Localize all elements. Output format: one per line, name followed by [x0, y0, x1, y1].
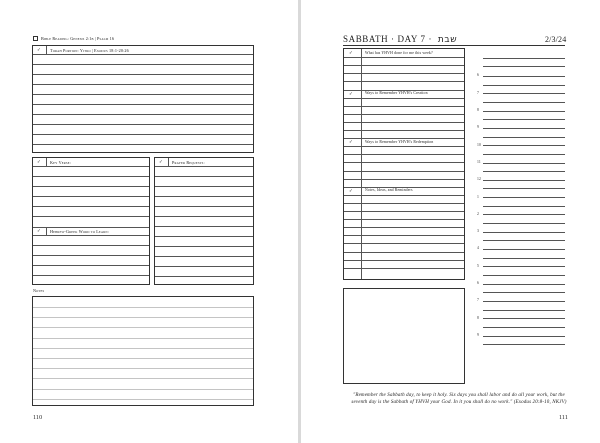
- prayer-writing-line: [155, 206, 253, 207]
- schedule-line: [483, 66, 565, 67]
- checklist-row-line: [344, 179, 464, 180]
- schedule-line: [483, 128, 565, 129]
- right-page: [301, 0, 600, 443]
- torah-writing-line: [33, 114, 253, 115]
- hebrew-greek-writing-line: [33, 245, 149, 246]
- checklist-header-label: What has YHVH done for me this week?: [365, 50, 433, 55]
- checklist-row-line: [344, 171, 464, 172]
- checklist-row-line: [344, 260, 464, 261]
- checklist-header-label: Ways to Remember YHVH's Redemption: [365, 139, 434, 144]
- prayer-writing-line: [155, 176, 253, 177]
- checklist-row-line: [344, 57, 464, 58]
- schedule-hour-label: 9: [477, 332, 480, 337]
- checklist-row-line: [344, 98, 464, 99]
- prayer-writing-line: [155, 186, 253, 187]
- exodus-quote: "Remember the Sabbath day, to keep it holy. Six days you shall labor and do all your work, but the seventh day is the Sabbath of YHVH your God. In it you shall do no work." (Exodus 20:8-10, NKJV): [351, 393, 567, 405]
- hebrew-greek-header-divider: [46, 227, 47, 235]
- schedule-line: [483, 137, 565, 138]
- key-verse-writing-line: [33, 196, 149, 197]
- key-verse-writing-line: [33, 216, 149, 217]
- checklist-header-check-icon: ✓: [349, 139, 353, 145]
- schedule-hour-label: 2: [477, 211, 480, 216]
- torah-writing-line: [33, 94, 253, 95]
- prayer-writing-line: [155, 246, 253, 247]
- torah-header-rule: [33, 54, 253, 55]
- schedule-line: [483, 206, 565, 207]
- notes-writing-line: [33, 307, 253, 308]
- schedule-line: [483, 240, 565, 241]
- checklist-row-line: [344, 268, 464, 269]
- torah-portion-label: Torah Portion: Yitro | Exodus 18:1-20:26: [50, 47, 129, 53]
- schedule-line: [483, 223, 565, 224]
- notes-writing-line: [33, 338, 253, 339]
- schedule-hour-label: 9: [477, 125, 480, 130]
- checklist-header-check-icon: ✓: [349, 187, 353, 193]
- torah-writing-line: [33, 124, 253, 125]
- checklist-row-line: [344, 81, 464, 82]
- left-page: [0, 0, 298, 443]
- prayer-writing-line: [155, 226, 253, 227]
- checklist-row-line: [344, 243, 464, 244]
- key-verse-writing-line: [33, 186, 149, 187]
- checklist-row-line: [344, 154, 464, 155]
- checklist-column-divider: [361, 49, 362, 279]
- schedule-hour-label: 8: [477, 315, 480, 320]
- schedule-hour-label: 1: [477, 194, 480, 199]
- checklist-row-line: [344, 252, 464, 253]
- schedule-line: [483, 258, 565, 259]
- notes-writing-line: [33, 327, 253, 328]
- torah-writing-line: [33, 64, 253, 65]
- checklist-row-line: [344, 146, 464, 147]
- schedule-hour-label: 5: [477, 263, 480, 268]
- checklist-row-line: [344, 162, 464, 163]
- schedule-line: [483, 111, 565, 112]
- schedule-hour-label: 7: [477, 298, 480, 303]
- schedule-line: [483, 76, 565, 77]
- notes-writing-line: [33, 399, 253, 400]
- checklist-row-line: [344, 65, 464, 66]
- torah-portion-box: [32, 45, 254, 153]
- checklist-header-check-icon: ✓: [349, 90, 353, 96]
- schedule-hour-label: 4: [477, 246, 480, 251]
- prayer-header-rule: [155, 166, 253, 167]
- torah-writing-line: [33, 134, 253, 135]
- checklist-row-line: [344, 219, 464, 220]
- notes-writing-line: [33, 358, 253, 359]
- checklist-row-line: [344, 73, 464, 74]
- checklist-header-label: Ways to Remember YHVH's Creation: [365, 91, 428, 96]
- schedule-line: [483, 249, 565, 250]
- prayer-header-divider: [168, 158, 169, 166]
- schedule-line: [483, 119, 565, 120]
- sabbath-title-text: SABBATH · DAY 7 ·: [343, 34, 433, 44]
- torah-check-icon: ✓: [37, 47, 41, 52]
- schedule-hour-label: 12: [477, 177, 482, 182]
- prayer-check-icon: ✓: [159, 159, 163, 164]
- torah-writing-line: [33, 84, 253, 85]
- notes-box: [32, 296, 254, 406]
- prayer-writing-line: [155, 216, 253, 217]
- schedule-line: [483, 180, 565, 181]
- key-verse-writing-line: [33, 176, 149, 177]
- title-rule: [343, 45, 565, 46]
- page-number-right: 111: [559, 415, 569, 421]
- checklist-row-line: [344, 106, 464, 107]
- sabbath-title: [343, 34, 457, 45]
- schedule-line: [483, 163, 565, 164]
- checklist-row-line: [344, 211, 464, 212]
- date-label: 2/3/24: [545, 35, 567, 44]
- schedule-line: [483, 301, 565, 302]
- checklist-row-line: [344, 130, 464, 131]
- notes-writing-line: [33, 368, 253, 369]
- checklist-row-line: [344, 122, 464, 123]
- checklist-box: [343, 48, 465, 280]
- schedule-hour-label: 3: [477, 229, 480, 234]
- schedule-line: [483, 292, 565, 293]
- hebrew-greek-writing-line: [33, 255, 149, 256]
- bible-reading-label: Bible Reading: Genesis 2:1b | Psalm 16: [41, 35, 115, 41]
- torah-writing-line: [33, 74, 253, 75]
- key-verse-writing-line: [33, 206, 149, 207]
- schedule-line: [483, 93, 565, 94]
- key-verse-header-rule: [33, 166, 149, 167]
- checklist-row-line: [344, 227, 464, 228]
- notes-writing-line: [33, 348, 253, 349]
- schedule-line: [483, 58, 565, 59]
- key-verse-check-icon: ✓: [37, 159, 41, 164]
- prayer-writing-line: [155, 196, 253, 197]
- schedule-line: [483, 214, 565, 215]
- notes-writing-line: [33, 317, 253, 318]
- schedule-line: [483, 188, 565, 189]
- hebrew-greek-writing-line: [33, 265, 149, 266]
- prayer-writing-line: [155, 276, 253, 277]
- schedule-line: [483, 275, 565, 276]
- schedule-line: [483, 266, 565, 267]
- key-verse-header-divider: [46, 158, 47, 166]
- checklist-header-check-icon: ✓: [349, 50, 353, 56]
- page-number-left: 110: [33, 415, 43, 421]
- notes-writing-line: [33, 389, 253, 390]
- prayer-requests-label: Prayer Requests:: [172, 159, 205, 165]
- schedule-line: [483, 336, 565, 337]
- schedule-line: [483, 310, 565, 311]
- schedule-hour-label: 6: [477, 281, 480, 285]
- schedule-line: [483, 171, 565, 172]
- schedule-line: [483, 232, 565, 233]
- torah-writing-line: [33, 104, 253, 105]
- checklist-row-line: [344, 203, 464, 204]
- schedule-hour-label: 6: [477, 73, 480, 78]
- torah-header-divider: [46, 46, 47, 54]
- hebrew-greek-header-rule: [33, 235, 149, 236]
- prayer-writing-line: [155, 256, 253, 257]
- schedule-line: [483, 327, 565, 328]
- torah-writing-line: [33, 144, 253, 145]
- blank-photo-box: [343, 288, 465, 384]
- key-verse-label: Key Verse:: [50, 159, 72, 165]
- checklist-row-line: [344, 195, 464, 196]
- checklist-row-line: [344, 114, 464, 115]
- hebrew-greek-writing-line: [33, 275, 149, 276]
- key-verse-box: [32, 157, 150, 285]
- notes-writing-line: [33, 378, 253, 379]
- checklist-header-label: Notes, Ideas, and Reminders: [365, 188, 413, 193]
- schedule-line: [483, 284, 565, 285]
- schedule-hour-label: 10: [477, 142, 482, 147]
- prayer-writing-line: [155, 266, 253, 267]
- hebrew-title: שבת: [437, 35, 458, 45]
- schedule-line: [483, 318, 565, 319]
- notes-label: Notes: [33, 288, 45, 293]
- schedule-line: [483, 154, 565, 155]
- schedule-line: [483, 85, 565, 86]
- schedule-line: [483, 145, 565, 146]
- schedule-hour-label: 7: [477, 90, 480, 95]
- schedule-line: [483, 344, 565, 345]
- checklist-row-line: [344, 235, 464, 236]
- schedule-line: [483, 102, 565, 103]
- schedule-hour-label: 11: [477, 159, 481, 164]
- schedule-hour-label: 8: [477, 108, 480, 112]
- schedule-line: [483, 197, 565, 198]
- prayer-writing-line: [155, 236, 253, 237]
- bible-reading-checkbox[interactable]: [33, 36, 38, 41]
- hebrew-greek-check-icon: ✓: [37, 228, 41, 233]
- hebrew-greek-label: Hebrew-Greek Word to Learn:: [50, 228, 110, 234]
- prayer-requests-box: [154, 157, 254, 285]
